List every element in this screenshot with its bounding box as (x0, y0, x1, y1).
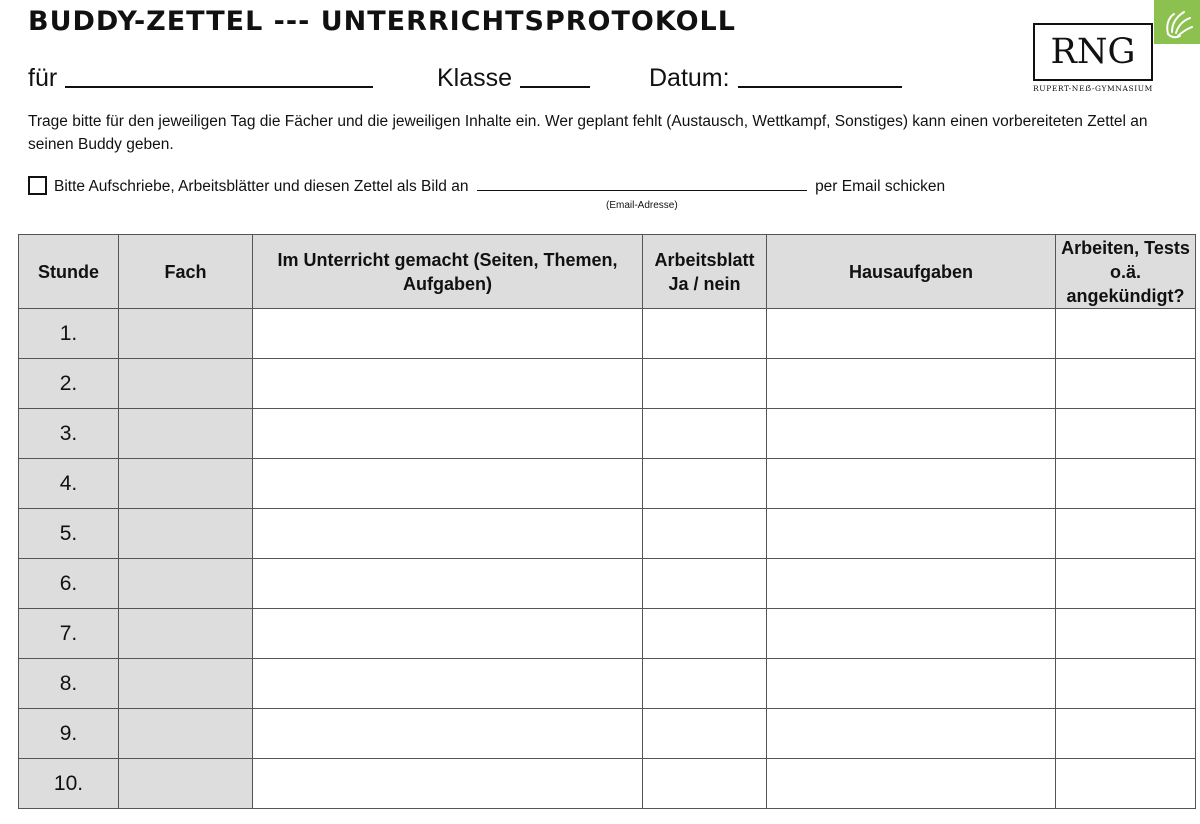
unterricht-cell[interactable] (253, 659, 643, 709)
fach-cell[interactable] (119, 409, 253, 459)
arbeiten-cell[interactable] (1056, 309, 1196, 359)
hausaufgaben-cell[interactable] (767, 759, 1056, 809)
arbeitsblatt-cell[interactable] (643, 659, 767, 709)
hausaufgaben-cell[interactable] (767, 509, 1056, 559)
klasse-label: Klasse (437, 64, 513, 92)
fach-cell[interactable] (119, 359, 253, 409)
table-row (19, 659, 1196, 709)
row-number: 3. (19, 409, 119, 459)
school-logo (1033, 23, 1153, 93)
hand-icon (1154, 0, 1200, 44)
hausaufgaben-cell[interactable] (767, 359, 1056, 409)
header-arbeitsblatt-text: Arbeitsblatt Ja / nein (654, 249, 755, 294)
table-row (19, 759, 1196, 809)
unterricht-cell[interactable] (253, 759, 643, 809)
hausaufgaben-cell[interactable] (767, 709, 1056, 759)
email-text-before: Bitte Aufschriebe, Arbeitsblätter und diesen Zettel als Bild an (54, 178, 469, 195)
email-address-line[interactable] (477, 175, 807, 191)
hausaufgaben-cell[interactable] (767, 409, 1056, 459)
fach-cell[interactable] (119, 709, 253, 759)
hausaufgaben-cell[interactable] (767, 609, 1056, 659)
arbeiten-cell[interactable] (1056, 759, 1196, 809)
arbeitsblatt-cell[interactable] (643, 609, 767, 659)
row-number: 7. (19, 609, 119, 659)
hausaufgaben-cell[interactable] (767, 659, 1056, 709)
arbeiten-cell[interactable] (1056, 409, 1196, 459)
row-number: 2. (19, 359, 119, 409)
arbeitsblatt-cell[interactable] (643, 509, 767, 559)
row-number: 5. (19, 509, 119, 559)
row-number: 4. (19, 459, 119, 509)
logo-text: RNG (1033, 23, 1153, 81)
row-number: 8. (19, 659, 119, 709)
logo-subtitle: RUPERT-NEẞ-GYMNASIUM (1033, 84, 1153, 93)
klasse-input-line[interactable] (520, 62, 590, 88)
header-arbeitsblatt (643, 235, 767, 309)
arbeiten-cell[interactable] (1056, 459, 1196, 509)
arbeitsblatt-cell[interactable] (643, 309, 767, 359)
unterricht-cell[interactable] (253, 459, 643, 509)
row-number: 6. (19, 559, 119, 609)
fach-cell[interactable] (119, 659, 253, 709)
email-caption: (Email-Adresse) (606, 200, 678, 211)
klasse-field (437, 62, 590, 93)
header-unterricht-text: Im Unterricht gemacht (Seiten, Themen, Aufgaben) (277, 249, 618, 294)
row-number: 10. (19, 759, 119, 809)
header-arbeiten-text: Arbeiten, Tests o.ä. angekündigt? (1061, 237, 1190, 306)
header-unterricht (253, 235, 643, 309)
arbeiten-cell[interactable] (1056, 659, 1196, 709)
table-row (19, 459, 1196, 509)
row-number: 1. (19, 309, 119, 359)
hausaufgaben-cell[interactable] (767, 309, 1056, 359)
fach-cell[interactable] (119, 509, 253, 559)
table-row (19, 559, 1196, 609)
table-row (19, 409, 1196, 459)
unterricht-cell[interactable] (253, 709, 643, 759)
fach-cell[interactable] (119, 559, 253, 609)
arbeitsblatt-cell[interactable] (643, 459, 767, 509)
datum-field (649, 62, 902, 93)
arbeitsblatt-cell[interactable] (643, 559, 767, 609)
arbeitsblatt-cell[interactable] (643, 409, 767, 459)
page-title: BUDDY-ZETTEL --- UNTERRICHTSPROTOKOLL (28, 6, 736, 37)
arbeitsblatt-cell[interactable] (643, 359, 767, 409)
table-row (19, 709, 1196, 759)
unterricht-cell[interactable] (253, 609, 643, 659)
arbeitsblatt-cell[interactable] (643, 759, 767, 809)
arbeiten-cell[interactable] (1056, 359, 1196, 409)
fuer-input-line[interactable] (65, 62, 373, 88)
email-text-after: per Email schicken (815, 178, 946, 195)
email-checkbox[interactable] (28, 176, 47, 195)
instructions-text: Trage bitte für den jeweiligen Tag die Fächer und die jeweiligen Inhalte ein. Wer geplant fehlt (Austausch, Wettkampf, Sonstiges) kann einen vorbereiteten Zettel an seinen Buddy geben. (28, 113, 1148, 153)
fach-cell[interactable] (119, 609, 253, 659)
datum-input-line[interactable] (738, 62, 902, 88)
table-row (19, 609, 1196, 659)
unterricht-cell[interactable] (253, 509, 643, 559)
table-row (19, 509, 1196, 559)
unterricht-cell[interactable] (253, 309, 643, 359)
arbeiten-cell[interactable] (1056, 709, 1196, 759)
hausaufgaben-cell[interactable] (767, 459, 1056, 509)
protocol-table (18, 234, 1196, 809)
arbeiten-cell[interactable] (1056, 559, 1196, 609)
arbeitsblatt-cell[interactable] (643, 709, 767, 759)
table-header-row (19, 235, 1196, 309)
fach-cell[interactable] (119, 759, 253, 809)
unterricht-cell[interactable] (253, 409, 643, 459)
datum-label: Datum: (649, 64, 730, 92)
table-row (19, 359, 1196, 409)
fach-cell[interactable] (119, 309, 253, 359)
fuer-field (28, 62, 373, 93)
row-number: 9. (19, 709, 119, 759)
fuer-label: für (28, 64, 58, 92)
header-arbeiten (1056, 235, 1196, 309)
email-option (28, 175, 945, 196)
hausaufgaben-cell[interactable] (767, 559, 1056, 609)
unterricht-cell[interactable] (253, 359, 643, 409)
corner-accent (1154, 0, 1200, 44)
arbeiten-cell[interactable] (1056, 509, 1196, 559)
header-hausaufgaben: Hausaufgaben (767, 235, 1056, 309)
unterricht-cell[interactable] (253, 559, 643, 609)
fach-cell[interactable] (119, 459, 253, 509)
header-stunde: Stunde (19, 235, 119, 309)
arbeiten-cell[interactable] (1056, 609, 1196, 659)
header-fach: Fach (119, 235, 253, 309)
table-row (19, 309, 1196, 359)
